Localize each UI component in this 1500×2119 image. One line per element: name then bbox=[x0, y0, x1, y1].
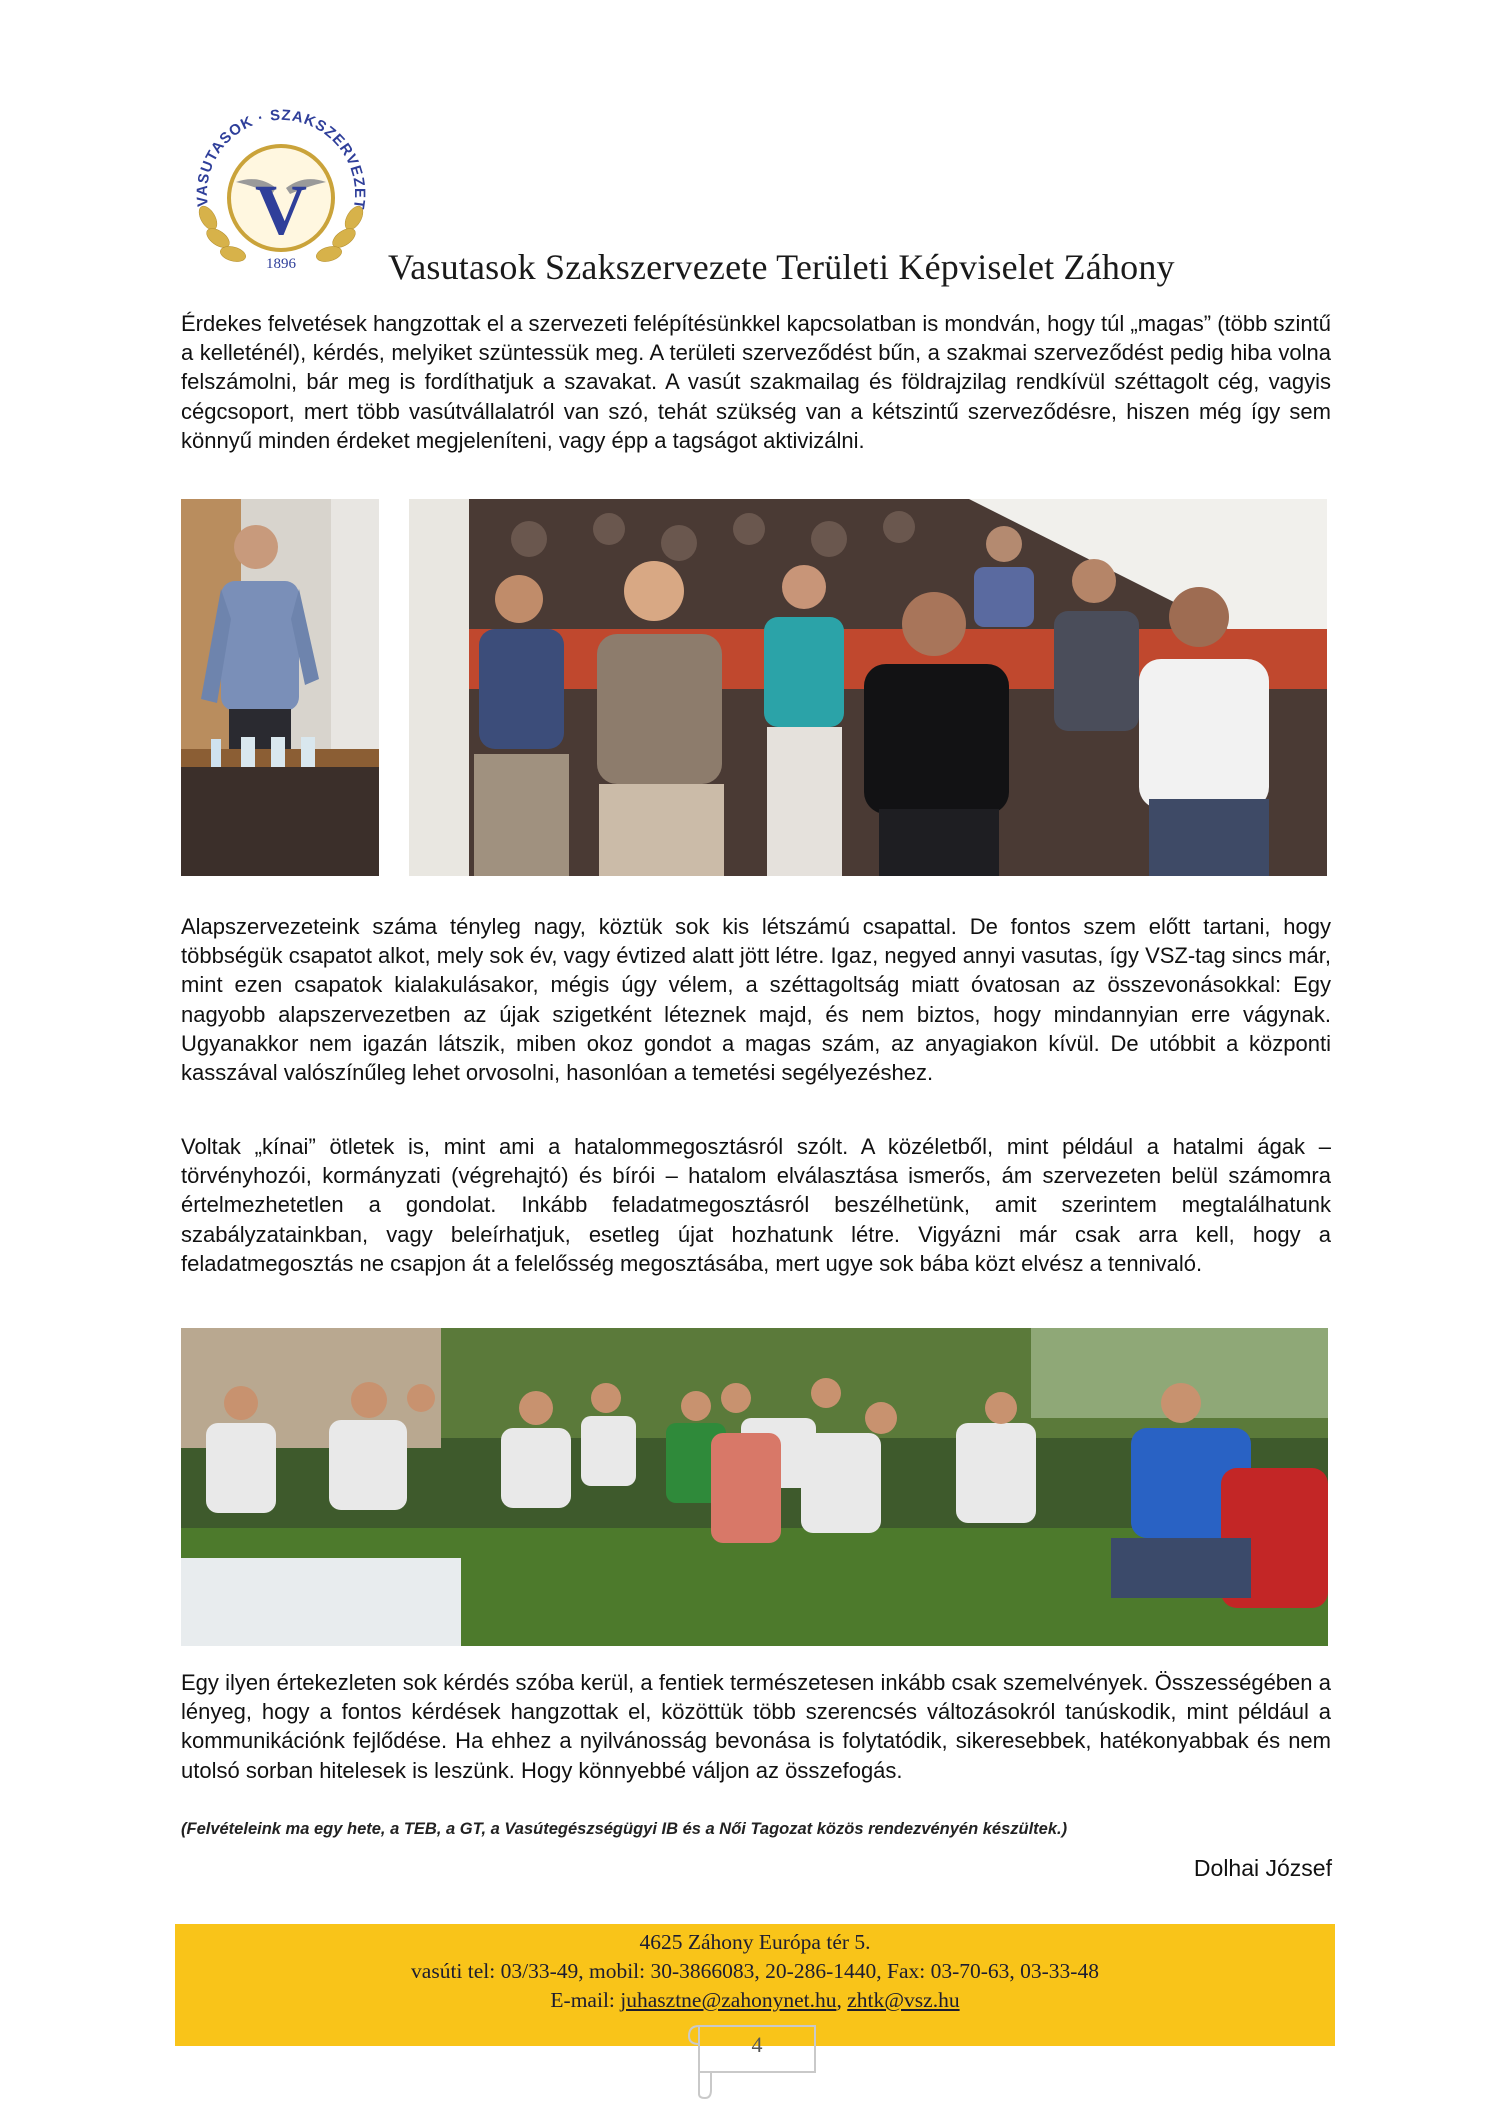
union-logo bbox=[188, 108, 374, 276]
footer-phones: vasúti tel: 03/33-49, mobil: 30-3866083, 20-286-1440, Fax: 03-70-63, 03-33-48 bbox=[411, 1959, 1099, 1983]
photo-garden-meeting bbox=[181, 1328, 1328, 1646]
logo-letter: V bbox=[255, 170, 307, 250]
email-separator: , bbox=[836, 1988, 842, 2012]
paragraph-3: Voltak „kínai” ötletek is, mint ami a hatalommegosztásról szólt. A közéletből, mint például a hatalmi ágak – törvényhozói, kormányzati (végrehajtó) és bírói – hatalom elválasztása ismerős, ám szervezeten belül számomra értelmezhetetlen a gondolat. Inkább feladatmegosztásról beszélhetünk, amit szerintem megtalálhatunk szabályzatainkban, vagy beleírhatjuk, esetleg újat hozhatunk létre. Vigyázni már csak arra kell, hogy a feladatmegosztás ne csapjon át a felelősség megosztásába, mert ugye sok bába közt elvész a tennivaló. bbox=[181, 1134, 1331, 1276]
footer-email-line bbox=[175, 1986, 1335, 2015]
photo-audience bbox=[409, 499, 1327, 876]
page-number: 4 bbox=[751, 2032, 763, 2057]
footer-address: 4625 Záhony Európa tér 5. bbox=[639, 1930, 871, 1954]
paragraph-4: Egy ilyen értekezleten sok kérdés szóba kerül, a fentiek természetesen inkább csak szemelvények. Összességében a lényeg, hogy a fontos kérdések hangzottak el, közöttük több szerencsés változásokról tanúskodik, mint például a kommunikációnk fejlődése. Ha ehhez a nyilvánosság bevonása is folytatódik, sikeresebbek, hatékonyabbak és nem utolsó sorban hitelesek is leszünk. Hogy könnyebbé váljon az összefogás. bbox=[181, 1670, 1331, 1783]
author-signature: Dolhai József bbox=[1193, 1855, 1332, 1881]
page-number-scroll bbox=[687, 2018, 827, 2100]
document-title: Vasutasok Szakszervezete Területi Képviselet Záhony bbox=[388, 247, 1175, 287]
email-link-2[interactable]: zhtk@vsz.hu bbox=[847, 1988, 960, 2012]
paragraph-2: Alapszervezeteink száma tényleg nagy, köztük sok kis létszámú csapattal. De fontos szem előtt tartani, hogy többségük csapatot alkot, mely sok év, vagy évtized alatt jött létre. Igaz, negyed annyi vasutas, így VSZ-tag sincs már, mint ezen csapatok kialakulásakor, mégis úgy vélem, a széttagoltság miatt óvatosan az összevonásokkal: Egy nagyobb alapszervezetben az újak szigetként léteznek majd, és nem biztos, hogy mindannyian erre vágynak. Ugyanakkor nem igazán látszik, miben okoz gondot a magas szám, az anyagiakon kívül. De utóbbit a központi kasszával valószínűleg lehet orvosolni, hasonlóan a temetési segélyezéshez. bbox=[181, 914, 1331, 1086]
photo-caption: (Felvételeink ma egy hete, a TEB, a GT, a Vasútegészségügyi IB és a Női Tagozat közös rendezvényén készültek.) bbox=[181, 1820, 1068, 1838]
logo-ring-text: VASUTASOK · SZAKSZERVEZET bbox=[193, 108, 369, 211]
photo-speaker bbox=[181, 499, 379, 876]
email-link-1[interactable]: juhasztne@zahonynet.hu bbox=[620, 1988, 837, 2012]
paragraph-1: Érdekes felvetések hangzottak el a szervezeti felépítésünkkel kapcsolatban is mondván, hogy túl „magas” (több szintű a kelleténél), kérdés, melyiket szüntessük meg. A területi szerveződést bűn, a szakmai szerveződést pedig hiba volna felszámolni, bár meg is fordíthatjuk a szavakat. A vasút szakmailag és földrajzilag rendkívül széttagolt cég, vagyis cégcsoport, mert több vasútvállalatról van szó, tehát szükség van a kétszintű szerveződésre, hiszen még így sem könnyű minden érdeket megjeleníteni, vagy épp a tagságot aktivizálni. bbox=[181, 311, 1331, 453]
logo-year: 1896 bbox=[266, 256, 296, 272]
email-label: E-mail: bbox=[550, 1988, 615, 2012]
